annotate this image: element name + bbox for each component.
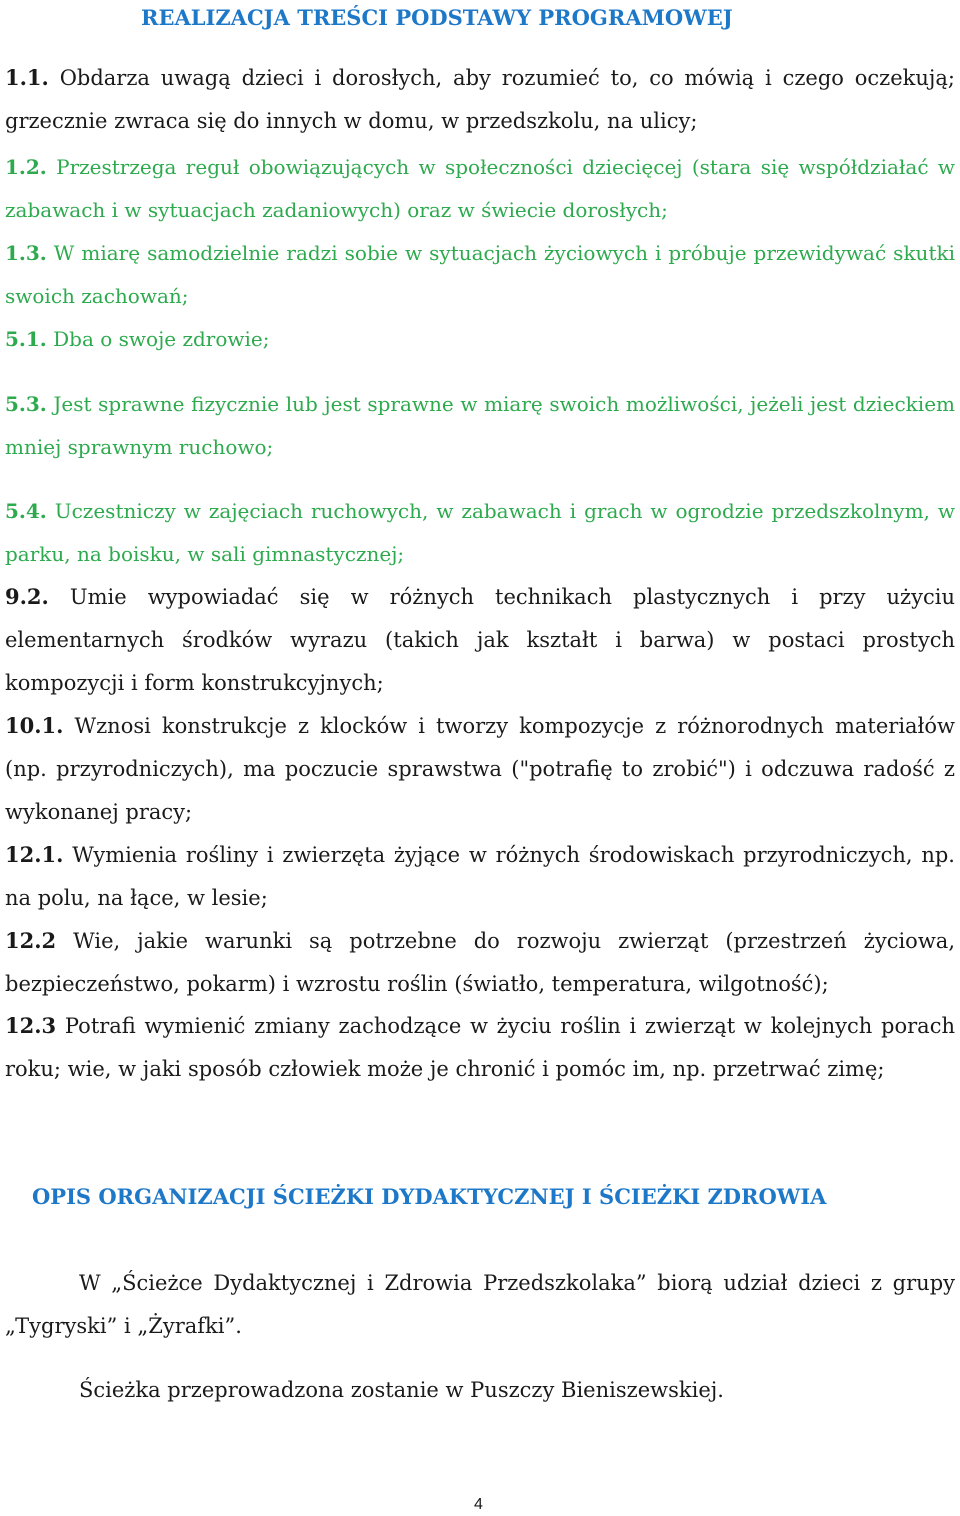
item-text: Wie, jakie warunki są potrzebne do rozwoju zwierząt (przestrzeń życiowa, bezpieczeństwo, pokarm) i wzrostu roślin (światło, temperatura, wilgotność);	[5, 929, 955, 996]
list-item-5-4	[5, 490, 955, 576]
item-number: 12.2	[5, 928, 57, 953]
item-number: 5.4.	[5, 499, 47, 523]
item-text: Wznosi konstrukcje z klocków i tworzy kompozycje z różnorodnych materiałów (np. przyrodniczych), ma poczucie sprawstwa ("potrafię to zrobić") i odczuwa radość z wykonanej pracy;	[5, 714, 955, 824]
item-text: Umie wypowiadać się w różnych technikach plastycznych i przy użyciu elementarnych środków wyrazu (takich jak kształt i barwa) w postaci prostych kompozycji i form konstrukcyjnych;	[5, 585, 955, 695]
item-number: 5.3.	[5, 392, 47, 416]
list-item-12-3	[5, 1004, 955, 1091]
list-item-5-1	[5, 318, 955, 361]
page-number: 4	[474, 1496, 483, 1513]
item-text: Wymienia rośliny i zwierzęta żyjące w różnych środowiskach przyrodniczych, np. na polu, na łące, w lesie;	[5, 843, 955, 910]
item-number: 1.2.	[5, 155, 47, 179]
item-text: Dba o swoje zdrowie;	[53, 327, 270, 351]
list-item-10-1	[5, 704, 955, 834]
item-text: Jest sprawne fizycznie lub jest sprawne w miarę swoich możliwości, jeżeli jest dzieckiem mniej sprawnym ruchowo;	[5, 392, 955, 459]
item-text: Potrafi wymienić zmiany zachodzące w życiu roślin i zwierząt w kolejnych porach roku; wie, w jaki sposób człowiek może je chronić i pomóc im, np. przetrwać zimę;	[5, 1014, 955, 1081]
item-text: Uczestniczy w zajęciach ruchowych, w zabawach i grach w ogrodzie przedszkolnym, w parku, na boisku, w sali gimnastycznej;	[5, 499, 955, 566]
list-item-1-3	[5, 232, 955, 318]
item-number: 9.2.	[5, 584, 49, 609]
item-number: 12.3	[5, 1013, 57, 1038]
paragraph-location: Ścieżka przeprowadzona zostanie w Puszczy Bieniszewskiej.	[79, 1378, 724, 1402]
list-item-9-2	[5, 575, 955, 705]
paragraph-participants: W „Ścieżce Dydaktycznej i Zdrowia Przedszkolaka” biorą udział dzieci z grupy „Tygryski” i „Żyrafki”.	[5, 1271, 955, 1338]
list-item-1-2	[5, 146, 955, 232]
list-item-1-1	[5, 56, 955, 143]
item-number: 12.1.	[5, 842, 64, 867]
section-heading-opis-organizacji: OPIS ORGANIZACJI ŚCIEŻKI DYDAKTYCZNEJ I ŚCIEŻKI ZDROWIA	[32, 1184, 827, 1209]
item-text: W miarę samodzielnie radzi sobie w sytuacjach życiowych i próbuje przewidywać skutki swoich zachowań;	[5, 241, 955, 308]
item-text: Przestrzega reguł obowiązujących w społeczności dziecięcej (stara się współdziałać w zabawach i w sytuacjach zadaniowych) oraz w świecie dorosłych;	[5, 155, 955, 222]
list-item-12-1	[5, 833, 955, 920]
item-number: 1.3.	[5, 241, 47, 265]
item-number: 1.1.	[5, 65, 49, 90]
section-heading-realizacja: REALIZACJA TREŚCI PODSTAWY PROGRAMOWEJ	[141, 5, 733, 30]
item-number: 5.1.	[5, 327, 47, 351]
item-text: Obdarza uwagą dzieci i dorosłych, aby rozumieć to, co mówią i czego oczekują; grzecznie zwraca się do innych w domu, w przedszkolu, na ulicy;	[5, 66, 955, 133]
list-item-5-3	[5, 383, 955, 469]
list-item-12-2	[5, 919, 955, 1006]
item-number: 10.1.	[5, 713, 64, 738]
